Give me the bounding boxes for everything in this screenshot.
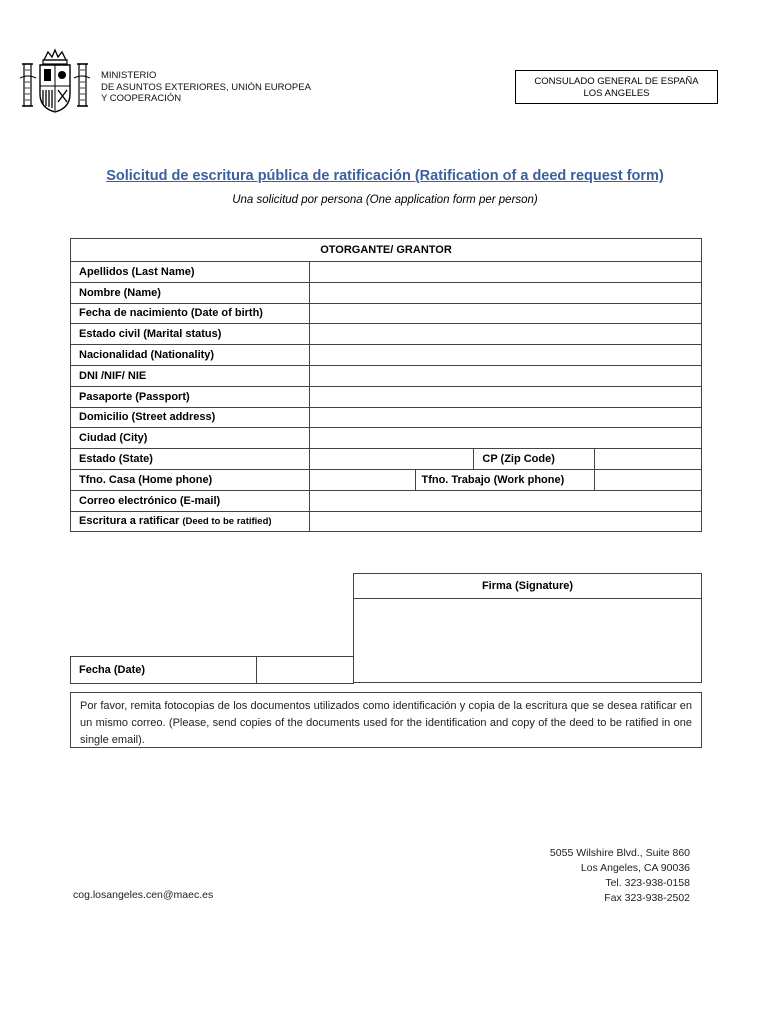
state-field[interactable] xyxy=(309,449,474,470)
nationality-field[interactable] xyxy=(309,345,701,366)
consulate-email: cog.losangeles.cen@maec.es xyxy=(73,889,214,901)
date-table xyxy=(70,656,354,684)
deed-label-sub: (Deed to be ratified) xyxy=(182,516,272,528)
last-name-field[interactable] xyxy=(309,262,701,283)
dni-label: DNI /NIF/ NIE xyxy=(71,365,310,386)
work-phone-field[interactable] xyxy=(595,469,702,490)
signature-heading: Firma (Signature) xyxy=(354,574,701,599)
name-label: Nombre (Name) xyxy=(71,282,310,303)
date-field[interactable] xyxy=(257,657,354,684)
address-line: 5055 Wilshire Blvd., Suite 860 xyxy=(549,847,690,859)
address-field[interactable] xyxy=(309,407,701,428)
zip-label: CP (Zip Code) xyxy=(474,449,595,470)
marital-field[interactable] xyxy=(309,324,701,345)
deed-label xyxy=(71,511,310,532)
form-title: Solicitud de escritura pública de ratificación (Ratification of a deed request form) xyxy=(106,168,664,184)
ministry-line: DE ASUNTOS EXTERIORES, UNIÓN EUROPEA xyxy=(101,81,311,93)
grantor-table xyxy=(70,238,702,532)
consulate-line: LOS ANGELES xyxy=(583,88,650,99)
ministry-line: MINISTERIO xyxy=(101,70,157,81)
dni-field[interactable] xyxy=(309,365,701,386)
state-label: Estado (State) xyxy=(71,449,310,470)
passport-field[interactable] xyxy=(309,386,701,407)
date-label: Fecha (Date) xyxy=(71,657,257,684)
email-field[interactable] xyxy=(309,490,701,511)
home-phone-field[interactable] xyxy=(309,469,416,490)
city-label: Ciudad (City) xyxy=(71,428,310,449)
name-field[interactable] xyxy=(309,282,701,303)
address-line: Los Angeles, CA 90036 xyxy=(580,862,690,874)
home-phone-label: Tfno. Casa (Home phone) xyxy=(71,469,310,490)
last-name-label: Apellidos (Last Name) xyxy=(71,262,310,283)
ministry-line: Y COOPERACIÓN xyxy=(101,93,182,104)
grantor-heading: OTORGANTE/ GRANTOR xyxy=(71,239,702,262)
deed-field[interactable] xyxy=(309,511,701,532)
signature-field[interactable] xyxy=(354,599,701,683)
phone-line: Tel. 323-938-0158 xyxy=(605,877,690,889)
address-label: Domicilio (Street address) xyxy=(71,407,310,428)
signature-box xyxy=(353,573,702,683)
marital-label: Estado civil (Marital status) xyxy=(71,324,310,345)
consulate-line: CONSULADO GENERAL DE ESPAÑA xyxy=(534,76,699,87)
ministry-name xyxy=(101,70,311,105)
deed-label-main: Escritura a ratificar xyxy=(79,515,180,528)
instructions-note: Por favor, remita fotocopias de los documentos utilizados como identificación y copia de la escritura que se desea ratificar en un mismo correo. (Please, send copies of the documents used for the identification and copy of the deed to be ratified in one single email). xyxy=(70,692,702,748)
work-phone-label: Tfno. Trabajo (Work phone) xyxy=(416,469,595,490)
nationality-label: Nacionalidad (Nationality) xyxy=(71,345,310,366)
city-field[interactable] xyxy=(309,428,701,449)
email-label: Correo electrónico (E-mail) xyxy=(71,490,310,511)
spanish-coat-of-arms-icon xyxy=(20,48,90,114)
dob-field[interactable] xyxy=(309,303,701,324)
form-subtitle: Una solicitud por persona (One application form per person) xyxy=(232,194,538,206)
dob-label: Fecha de nacimiento (Date of birth) xyxy=(71,303,310,324)
passport-label: Pasaporte (Passport) xyxy=(71,386,310,407)
consulate-address xyxy=(550,846,690,906)
zip-field[interactable] xyxy=(595,449,702,470)
fax-line: Fax 323-938-2502 xyxy=(604,892,690,904)
consulate-box xyxy=(515,70,718,104)
